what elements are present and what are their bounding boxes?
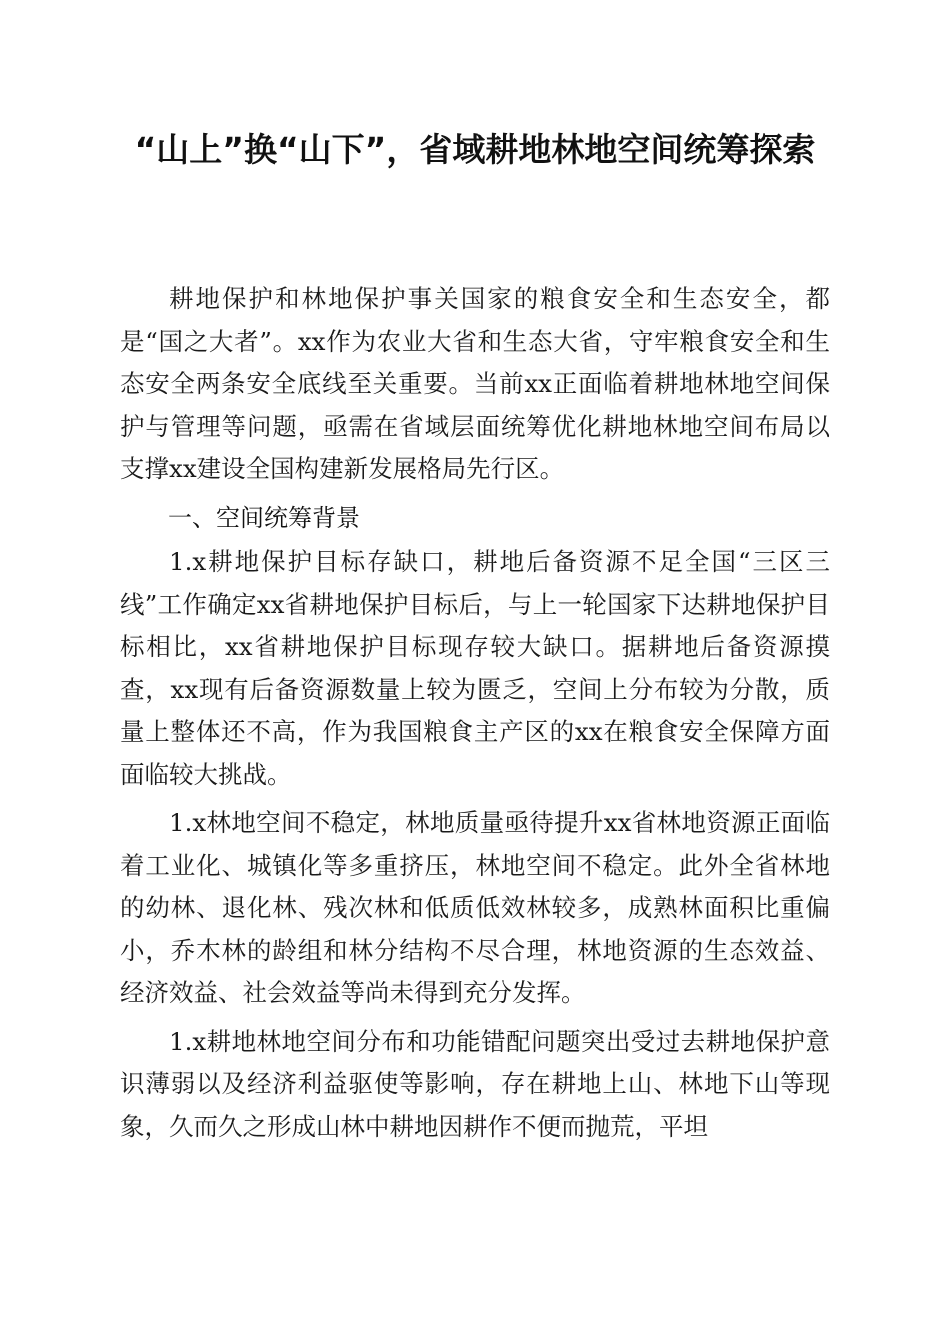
intro-paragraph: 耕地保护和林地保护事关国家的粮食安全和生态安全，都是“国之大者”。xx作为农业大省和生态大省，守牢粮食安全和生态安全两条安全底线至关重要。当前xx正面临着耕地林地空间保护与管理等问题，亟需在省域层面统筹优化耕地林地空间布局以支撑xx建设全国构建新发展格局先行区。 bbox=[120, 284, 830, 483]
section-paragraph-1: 1.x耕地保护目标存缺口，耕地后备资源不足全国“三区三线”工作确定xx省耕地保护目标后，与上一轮国家下达耕地保护目标相比，xx省耕地保护目标现存较大缺口。据耕地后备资源摸查，xx现有后备资源数量上较为匮乏，空间上分布较为分散，质量上整体还不高，作为我国粮食主产区的xx在粮食安全保障方面面临较大挑战。 bbox=[120, 547, 830, 789]
document-title: “山上”换“山下”，省域耕地林地空间统筹探索 bbox=[134, 130, 816, 169]
section-paragraph-2: 1.x林地空间不稳定，林地质量亟待提升xx省林地资源正面临着工业化、城镇化等多重挤压，林地空间不稳定。此外全省林地的幼林、退化林、残次林和低质低效林较多，成熟林面积比重偏小，乔木林的龄组和林分结构不尽合理，林地资源的生态效益、经济效益、社会效益等尚未得到充分发挥。 bbox=[120, 808, 830, 1007]
section-heading: 一、空间统筹背景 bbox=[168, 503, 360, 532]
document-body bbox=[120, 278, 830, 1154]
section-paragraph-3: 1.x耕地林地空间分布和功能错配问题突出受过去耕地保护意识薄弱以及经济利益驱使等影响，存在耕地上山、林地下山等现象，久而久之形成山林中耕地因耕作不便而抛荒，平坦 bbox=[120, 1026, 830, 1141]
